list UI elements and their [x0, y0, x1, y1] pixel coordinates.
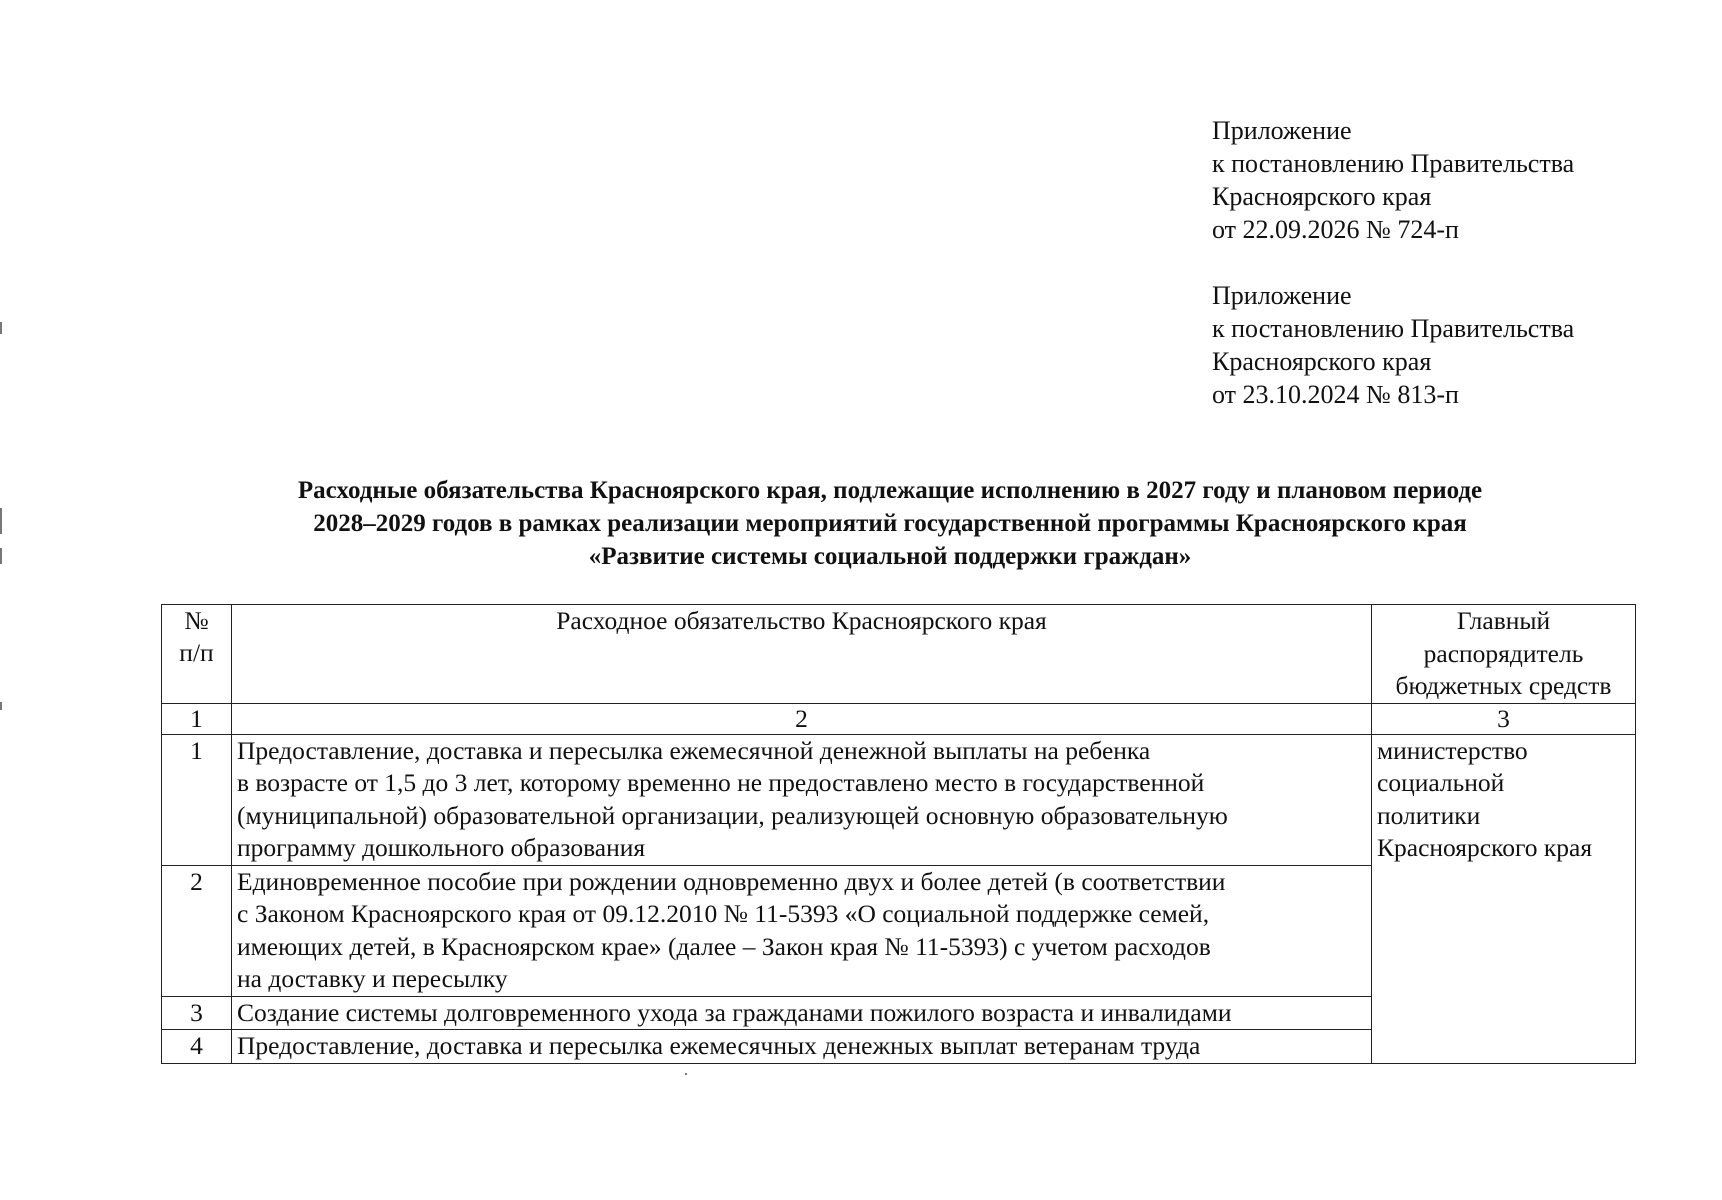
appendix-date: от 22.09.2026 № 724-п [1212, 215, 1459, 244]
row-obligation [232, 865, 1372, 996]
header-manager [1372, 605, 1636, 704]
scan-edge-mark [0, 322, 2, 334]
appendix-line: Красноярского края [1212, 182, 1432, 211]
row-text-line: Единовременное пособие при рождении одновременно двух и более детей (в соответствии [237, 866, 1226, 896]
header-obligation [232, 605, 1372, 704]
row-number: 1 [162, 734, 232, 865]
appendix-line: Красноярского края [1212, 347, 1432, 376]
row-text-line: с Законом Красноярского края от 09.12.2010 № 11-5393 «О социальной поддержке семей, [237, 899, 1210, 928]
scan-edge-mark [0, 548, 2, 564]
appendix-line: Приложение [1212, 281, 1352, 310]
row-text-line: Предоставление, доставка и пересылка ежемесячных денежных выплат ветеранам труда [237, 1031, 1201, 1060]
appendix-line: к постановлению Правительства [1212, 314, 1575, 343]
scan-edge-mark [0, 508, 2, 534]
column-number: 1 [162, 703, 232, 734]
document-title [150, 474, 1630, 573]
title-line: «Развитие системы социальной поддержки граждан» [588, 543, 1192, 570]
row-obligation [232, 1030, 1372, 1064]
header-obligation-text: Расходное обязательство Красноярского края [556, 606, 1047, 635]
header-num-line: п/п [179, 638, 214, 667]
header-num [162, 605, 232, 704]
scan-edge-mark [0, 702, 2, 710]
column-number-row [162, 703, 1636, 734]
appendix-line: Приложение [1212, 116, 1352, 145]
row-text-line: на доставку и пересылку [237, 964, 508, 993]
row-text-line: Предоставление, доставка и пересылка ежемесячной денежной выплаты на ребенка [237, 735, 1151, 765]
table-row [162, 734, 1636, 865]
row-text-line: Создание системы долговременного ухода за гражданами пожилого возраста и инвалидами [237, 997, 1232, 1027]
appendix-block-current [1212, 114, 1672, 246]
header-manager-line: распорядитель [1423, 638, 1584, 668]
table-header-row [162, 605, 1636, 704]
title-line: 2028–2029 годов в рамках реализации мероприятий государственной программы Красноярского края [313, 510, 1467, 537]
scan-dot [685, 1073, 687, 1075]
header-num-line: № [184, 606, 209, 635]
manager-line: министерство [1377, 735, 1528, 765]
header-manager-line: Главный [1456, 606, 1551, 635]
appendix-date: от 23.10.2024 № 813-п [1212, 380, 1459, 409]
appendix-block-original [1212, 279, 1672, 411]
row-number: 2 [162, 865, 232, 996]
row-text-line: имеющих детей, в Красноярском крае» (далее – Закон края № 11-5393) с учетом расходов [237, 931, 1211, 961]
row-number: 4 [162, 1030, 232, 1064]
manager-line: социальной [1377, 768, 1505, 797]
title-line: Расходные обязательства Красноярского края, подлежащие исполнению в 2027 году и плановом периоде [297, 477, 1483, 504]
row-obligation [232, 734, 1372, 865]
row-text-line: в возрасте от 1,5 до 3 лет, которому временно не предоставлено место в государственной [237, 768, 1205, 797]
row-text-line: (муниципальной) образовательной организации, реализующей основную образовательную [237, 800, 1228, 830]
appendix-line: к постановлению Правительства [1212, 149, 1575, 178]
row-obligation [232, 996, 1372, 1030]
row-text-line: программу дошкольного образования [237, 833, 646, 862]
manager-line: Красноярского края [1377, 833, 1593, 862]
obligations-table [161, 604, 1636, 1064]
column-number: 3 [1372, 703, 1636, 734]
column-number: 2 [232, 703, 1372, 734]
header-manager-line: бюджетных средств [1395, 671, 1612, 700]
manager-line: политики [1377, 800, 1481, 830]
manager-cell [1372, 734, 1636, 1063]
row-number: 3 [162, 996, 232, 1030]
